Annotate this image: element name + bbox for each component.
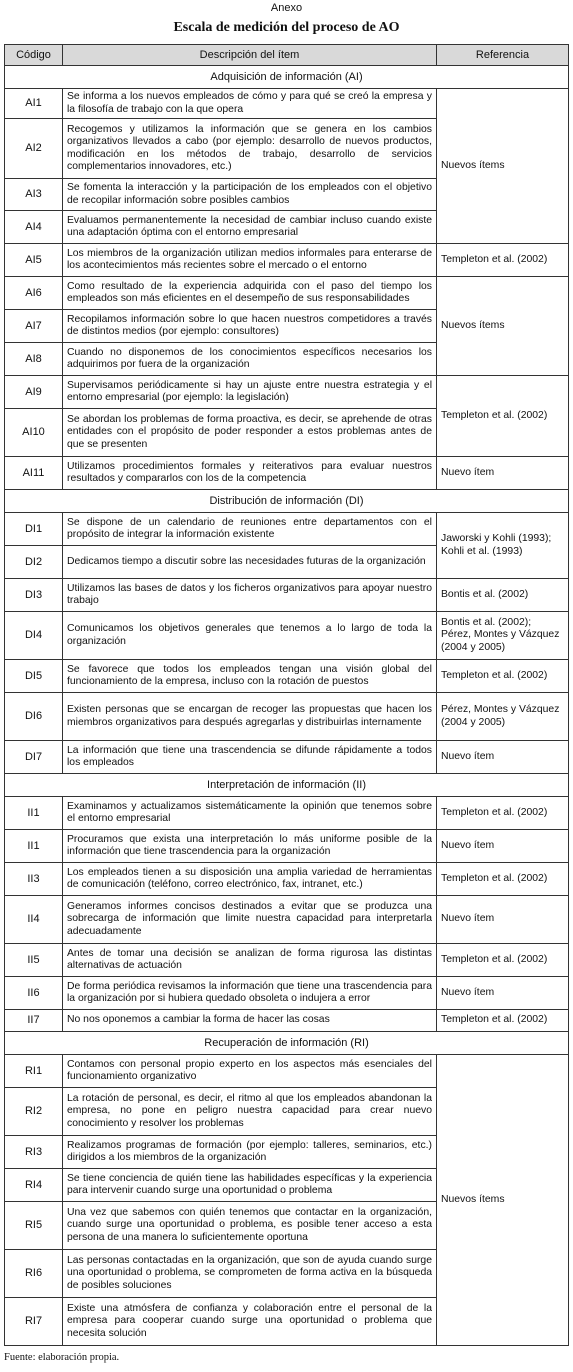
item-code: AI3 [5, 179, 63, 211]
item-description: Cuando no disponemos de los conocimientos específicos necesarios los adquirimos por fuera de la organización [63, 343, 437, 376]
item-description: No nos oponemos a cambiar la forma de hacer las cosas [63, 1010, 437, 1032]
item-code: AI8 [5, 343, 63, 376]
table-row [5, 457, 569, 490]
item-reference: Pérez, Montes y Vázquez (2004 y 2005) [437, 693, 569, 741]
item-reference: Templeton et al. (2002) [437, 944, 569, 977]
section-title-ai: Adquisición de información (AI) [5, 66, 569, 89]
item-code: RI3 [5, 1136, 63, 1169]
item-reference: Nuevo ítem [437, 896, 569, 944]
annex-label: Anexo [270, 2, 303, 14]
table-row [5, 896, 569, 944]
item-description: Utilizamos procedimientos formales y reiterativos para evaluar nuestros resultados y compararlos con los de la competencia [63, 457, 437, 490]
item-code: DI3 [5, 579, 63, 612]
item-reference: Templeton et al. (2002) [437, 1010, 569, 1032]
item-reference: Templeton et al. (2002) [437, 863, 569, 896]
table-row [5, 579, 569, 612]
item-code: RI5 [5, 1202, 63, 1250]
item-description: Antes de tomar una decisión se analizan de forma rigurosa las distintas alternativas de actuación [63, 944, 437, 977]
section-title-di: Distribución de información (DI) [5, 490, 569, 513]
item-description: Supervisamos periódicamente si hay un ajuste entre nuestra estrategia y el entorno empresarial (por ejemplo: la legislación) [63, 376, 437, 409]
item-reference: Nuevos ítems [437, 89, 569, 244]
table-row [5, 863, 569, 896]
item-code: DI2 [5, 546, 63, 579]
item-code: II4 [5, 896, 63, 944]
table-row [5, 89, 569, 119]
table-row [5, 376, 569, 409]
item-description: Generamos informes concisos destinados a evitar que se produzca una sobrecarga de información que limite nuestra capacidad para interpretarla adecuadamente [63, 896, 437, 944]
table-title: Escala de medición del proceso de AO [173, 20, 400, 35]
section-row-ii [5, 774, 569, 797]
item-code: AI9 [5, 376, 63, 409]
item-description: Dedicamos tiempo a discutir sobre las necesidades futuras de la organización [63, 546, 437, 579]
column-header-description: Descripción del ítem [63, 45, 437, 66]
item-code: RI7 [5, 1298, 63, 1346]
item-code: RI2 [5, 1088, 63, 1136]
item-description: Como resultado de la experiencia adquirida con el paso del tiempo los empleados son más eficientes en el desempeño de sus responsabilidades [63, 277, 437, 310]
item-description: Se informa a los nuevos empleados de cómo y para qué se creó la empresa y la filosofía de trabajo con la que opera [63, 89, 437, 119]
item-reference: Nuevo ítem [437, 977, 569, 1010]
item-description: Se dispone de un calendario de reuniones entre departamentos con el propósito de integrar la información existente [63, 513, 437, 546]
table-row [5, 797, 569, 830]
table-row [5, 244, 569, 277]
item-reference: Bontis et al. (2002) [437, 579, 569, 612]
item-code: RI4 [5, 1169, 63, 1202]
item-code: II1 [5, 830, 63, 863]
item-reference: Templeton et al. (2002) [437, 797, 569, 830]
item-reference: Bontis et al. (2002); Pérez, Montes y Vázquez (2004 y 2005) [437, 612, 569, 660]
item-code: II6 [5, 977, 63, 1010]
item-description: Se abordan los problemas de forma proactiva, es decir, se aprehende de otras entidades con el propósito de poder responder a estos problemas antes de que se presenten [63, 409, 437, 457]
item-reference: Jaworski y Kohli (1993); Kohli et al. (1993) [437, 513, 569, 579]
table-row [5, 977, 569, 1010]
item-description: Se favorece que todos los empleados tengan una visión global del funcionamiento de la empresa, incluso con la rotación de puestos [63, 660, 437, 693]
item-reference: Nuevos ítems [437, 277, 569, 376]
item-code: AI11 [5, 457, 63, 490]
item-reference: Nuevo ítem [437, 457, 569, 490]
item-description: Existe una atmósfera de confianza y colaboración entre el personal de la empresa para cooperar cuando surge una oportunidad o problema que necesita solución [63, 1298, 437, 1346]
table-row [5, 693, 569, 741]
section-row-ai [5, 66, 569, 89]
item-description: Procuramos que exista una interpretación lo más uniforme posible de la información que tiene trascendencia para la organización [63, 830, 437, 863]
item-code: DI7 [5, 741, 63, 774]
measurement-scale-table [4, 44, 569, 1346]
item-description: Se tiene conciencia de quién tiene las habilidades específicas y la experiencia para intervenir cuando surge una oportunidad o problema [63, 1169, 437, 1202]
item-code: II3 [5, 863, 63, 896]
item-description: Evaluamos permanentemente la necesidad de cambiar incluso cuando existe una adaptación óptima con el entorno empresarial [63, 211, 437, 244]
item-description: Los miembros de la organización utilizan medios informales para enterarse de los acontecimientos más recientes sobre el mercado o el entorno [63, 244, 437, 277]
item-code: RI1 [5, 1055, 63, 1088]
item-code: AI7 [5, 310, 63, 343]
item-code: II7 [5, 1010, 63, 1032]
column-header-reference: Referencia [437, 45, 569, 66]
item-reference: Templeton et al. (2002) [437, 376, 569, 457]
item-code: AI5 [5, 244, 63, 277]
item-code: II5 [5, 944, 63, 977]
section-title-ii: Interpretación de información (II) [5, 774, 569, 797]
table-row [5, 612, 569, 660]
item-code: AI6 [5, 277, 63, 310]
table-row [5, 277, 569, 310]
section-row-ri [5, 1032, 569, 1055]
item-reference: Templeton et al. (2002) [437, 660, 569, 693]
item-code: AI4 [5, 211, 63, 244]
section-row-di [5, 490, 569, 513]
item-code: AI1 [5, 89, 63, 119]
item-code: AI10 [5, 409, 63, 457]
column-header-code: Código [5, 45, 63, 66]
item-description: Realizamos programas de formación (por ejemplo: talleres, seminarios, etc.) dirigidos a los miembros de la organización [63, 1136, 437, 1169]
item-code: DI4 [5, 612, 63, 660]
item-description: Las personas contactadas en la organización, que son de ayuda cuando surge una oportunidad o problema, se comprometen de forma activa en la búsqueda de posibles soluciones [63, 1250, 437, 1298]
table-row [5, 830, 569, 863]
item-description: Recogemos y utilizamos la información que se genera en los cambios organizativos llevados a cabo (por ejemplo: desarrollo de nuevos productos, modificación en los métodos de trabajo, desarrollo de servicios complementarios innovadores, etc.) [63, 119, 437, 179]
item-code: DI5 [5, 660, 63, 693]
item-code: AI2 [5, 119, 63, 179]
source-note: Fuente: elaboración propia. [4, 1352, 120, 1363]
item-reference: Nuevo ítem [437, 830, 569, 863]
item-description: Una vez que sabemos con quién tenemos que contactar en la organización, cuando surge una oportunidad o problema, es posible tener acceso a esta persona de una manera lo suficientemente oportuna [63, 1202, 437, 1250]
item-description: De forma periódica revisamos la información que tiene una trascendencia para la organización por si hubiera quedado obsoleta o indujera a error [63, 977, 437, 1010]
table-row [5, 1010, 569, 1032]
section-title-ri: Recuperación de información (RI) [5, 1032, 569, 1055]
item-description: Se fomenta la interacción y la participación de los empleados con el objetivo de recopilar información sobre posibles cambios [63, 179, 437, 211]
item-description: Existen personas que se encargan de recoger las propuestas que hacen los miembros organizativos para después agregarlas y distribuirlas internamente [63, 693, 437, 741]
table-row [5, 1055, 569, 1088]
item-code: II1 [5, 797, 63, 830]
table-row [5, 660, 569, 693]
table-row [5, 741, 569, 774]
item-reference: Nuevo ítem [437, 741, 569, 774]
item-reference: Templeton et al. (2002) [437, 244, 569, 277]
item-description: La rotación de personal, es decir, el ritmo al que los empleados abandonan la empresa, no pone en peligro nuestra capacidad para crear nuevo conocimiento y resolver los problemas [63, 1088, 437, 1136]
item-description: Contamos con personal propio experto en los aspectos más esenciales del funcionamiento organizativo [63, 1055, 437, 1088]
item-code: RI6 [5, 1250, 63, 1298]
item-description: Comunicamos los objetivos generales que tenemos a lo largo de toda la organización [63, 612, 437, 660]
item-description: Examinamos y actualizamos sistemáticamente la opinión que tenemos sobre el entorno empresarial [63, 797, 437, 830]
table-header-row [5, 45, 569, 66]
table-row [5, 513, 569, 546]
table-row [5, 944, 569, 977]
item-description: Recopilamos información sobre lo que hacen nuestros competidores a través de distintos medios (por ejemplo: consultores) [63, 310, 437, 343]
item-code: DI1 [5, 513, 63, 546]
item-code: DI6 [5, 693, 63, 741]
item-description: Utilizamos las bases de datos y los ficheros organizativos para apoyar nuestro trabajo [63, 579, 437, 612]
item-description: Los empleados tienen a su disposición una amplia variedad de herramientas de comunicación (teléfono, correo electrónico, fax, intranet, etc.) [63, 863, 437, 896]
item-reference: Nuevos ítems [437, 1055, 569, 1346]
item-description: La información que tiene una trascendencia se difunde rápidamente a todos los empleados [63, 741, 437, 774]
